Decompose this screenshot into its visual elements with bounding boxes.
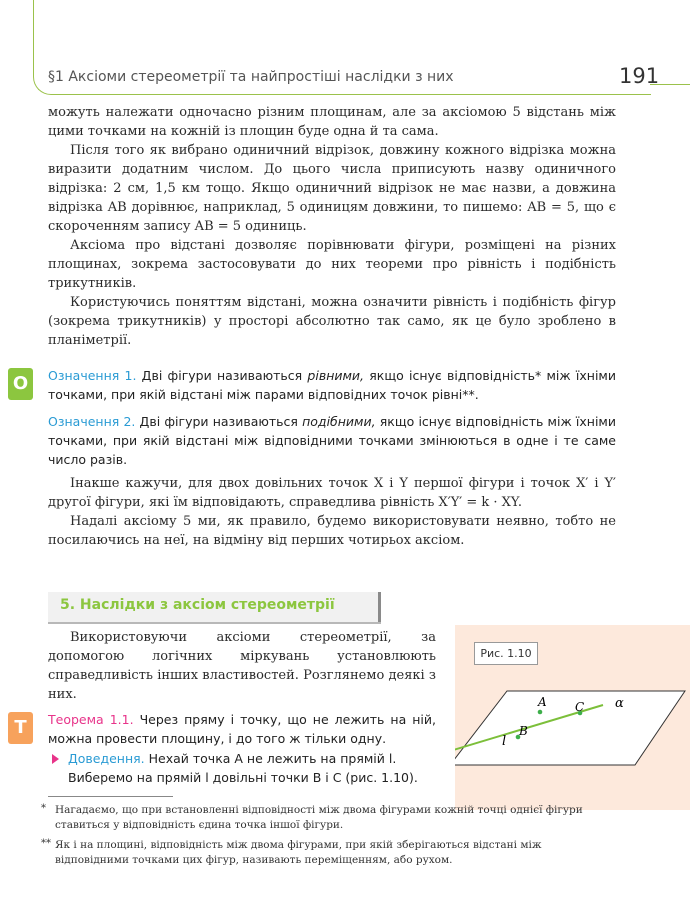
paragraph: Після того як вибрано одиничний відрізок, довжину кожного відрізка можна виразити додатним числом. До цього числа приписують назву одиничного відрізка: 2 см, 1,5 км тощо. Якщо одиничний відрізок не має назви, а довжина відрізка AB дорівнює, наприклад, 5 одиницям довжини, то пишемо: AB = 5, що є скороченням запису AB = 5 одиниць.	[48, 143, 616, 234]
intro-text	[48, 103, 616, 350]
proof-text: Нехай точка A не лежить на прямій l. Виберемо на прямій l довільні точки B і C (рис. 1.10).	[68, 751, 418, 785]
label-b: B	[519, 724, 528, 738]
section-heading	[48, 592, 381, 622]
paragraph: Аксіома про відстані дозволяє порівнювати фігури, розміщені на різних площинах, зокрема застосовувати до них теореми про рівність і подібність трикутників.	[48, 238, 616, 291]
definition-text: якщо існує відповідність між їхніми точками, при якій відстані між відповідними точками змінюються в одне і те саме число разів.	[48, 414, 616, 467]
theorem-label: Теорема 1.1.	[48, 712, 134, 727]
definition-text: якщо існує відповідність* між їхніми точками, при якій відстані між парами відповідних точок рівні**.	[48, 368, 616, 402]
definition-1	[48, 366, 616, 404]
figure-label: Рис. 1.10	[474, 642, 538, 665]
paragraph: Надалі аксіому 5 ми, як правило, будемо використовувати неявно, тобто не посилаючись на неї, на відміну від перших чотирьох аксіом.	[48, 514, 616, 548]
paragraph: можуть належати одночасно різним площинам, але за аксіомою 5 відстань між цими точками на кожній із площин буде одна й та сама.	[48, 105, 616, 139]
paragraph: Інакше кажучи, для двох довільних точок X і Y першої фігури і точок X′ і Y′ другої фігури, які їм відповідають, справедлива рівність X′Y′ = k · XY.	[48, 476, 616, 510]
definition-text: Дві фігури називаються	[135, 414, 303, 429]
definition-marker: О	[8, 368, 33, 400]
definition-label: Означення 1.	[48, 368, 137, 383]
definition-term: рівними,	[307, 368, 365, 383]
plane-parallelogram	[455, 691, 685, 765]
proof-arrow-icon	[52, 754, 59, 764]
definition-label: Означення 2.	[48, 414, 136, 429]
footnote-mark: **	[41, 838, 51, 849]
point-a	[538, 710, 543, 715]
paragraph: Користуючись поняттям відстані, можна означити рівність і подібність фігур (зокрема трикутників) у просторі абсолютно так само, як це було зроблено в планіметрії.	[48, 295, 616, 348]
footnote-rule	[48, 796, 173, 797]
paragraph: Використовуючи аксіоми стереометрії, за допомогою логічних міркувань установлюють справедливість інших властивостей. Розглянемо деякі з них.	[48, 630, 436, 702]
theorem-1-1	[48, 710, 436, 748]
after-definitions-text	[48, 474, 616, 550]
section-underline	[48, 622, 381, 624]
section-text	[48, 628, 436, 704]
running-header: §1 Аксіоми стереометрії та найпростіші наслідки з них	[48, 69, 454, 85]
label-a: A	[538, 695, 547, 709]
label-l: l	[502, 734, 507, 749]
proof	[68, 749, 436, 787]
footnote-text: Як і на площині, відповідність між двома фігурами, при якій зберігаються відстані між відповідними точками цих фігур, називають переміщенням, або рухом.	[55, 839, 542, 866]
theorem-marker: Т	[8, 712, 33, 744]
proof-label: Доведення.	[68, 751, 145, 766]
label-c: C	[575, 700, 585, 714]
definition-2	[48, 412, 616, 469]
page-number-rule	[650, 84, 690, 95]
section-title: 5. Наслідки з аксіом стереометрії	[60, 597, 335, 613]
footnote-text: Нагадаємо, що при встановленні відповідності між двома фігурами кожній точці однієї фігури ставиться у відповідність єдина точка іншої фігури.	[55, 804, 583, 831]
footnote-1	[41, 803, 615, 833]
definition-term: подібними,	[302, 414, 376, 429]
footnote-mark: *	[41, 803, 46, 814]
definition-text: Дві фігури називаються	[136, 368, 308, 383]
theorem-text: Через пряму і точку, що не лежить на ній, можна провести площину, і до того ж тільки одну.	[48, 712, 436, 746]
label-alpha: α	[615, 696, 624, 711]
page-number: 191	[619, 64, 660, 88]
footnote-2	[41, 838, 615, 868]
